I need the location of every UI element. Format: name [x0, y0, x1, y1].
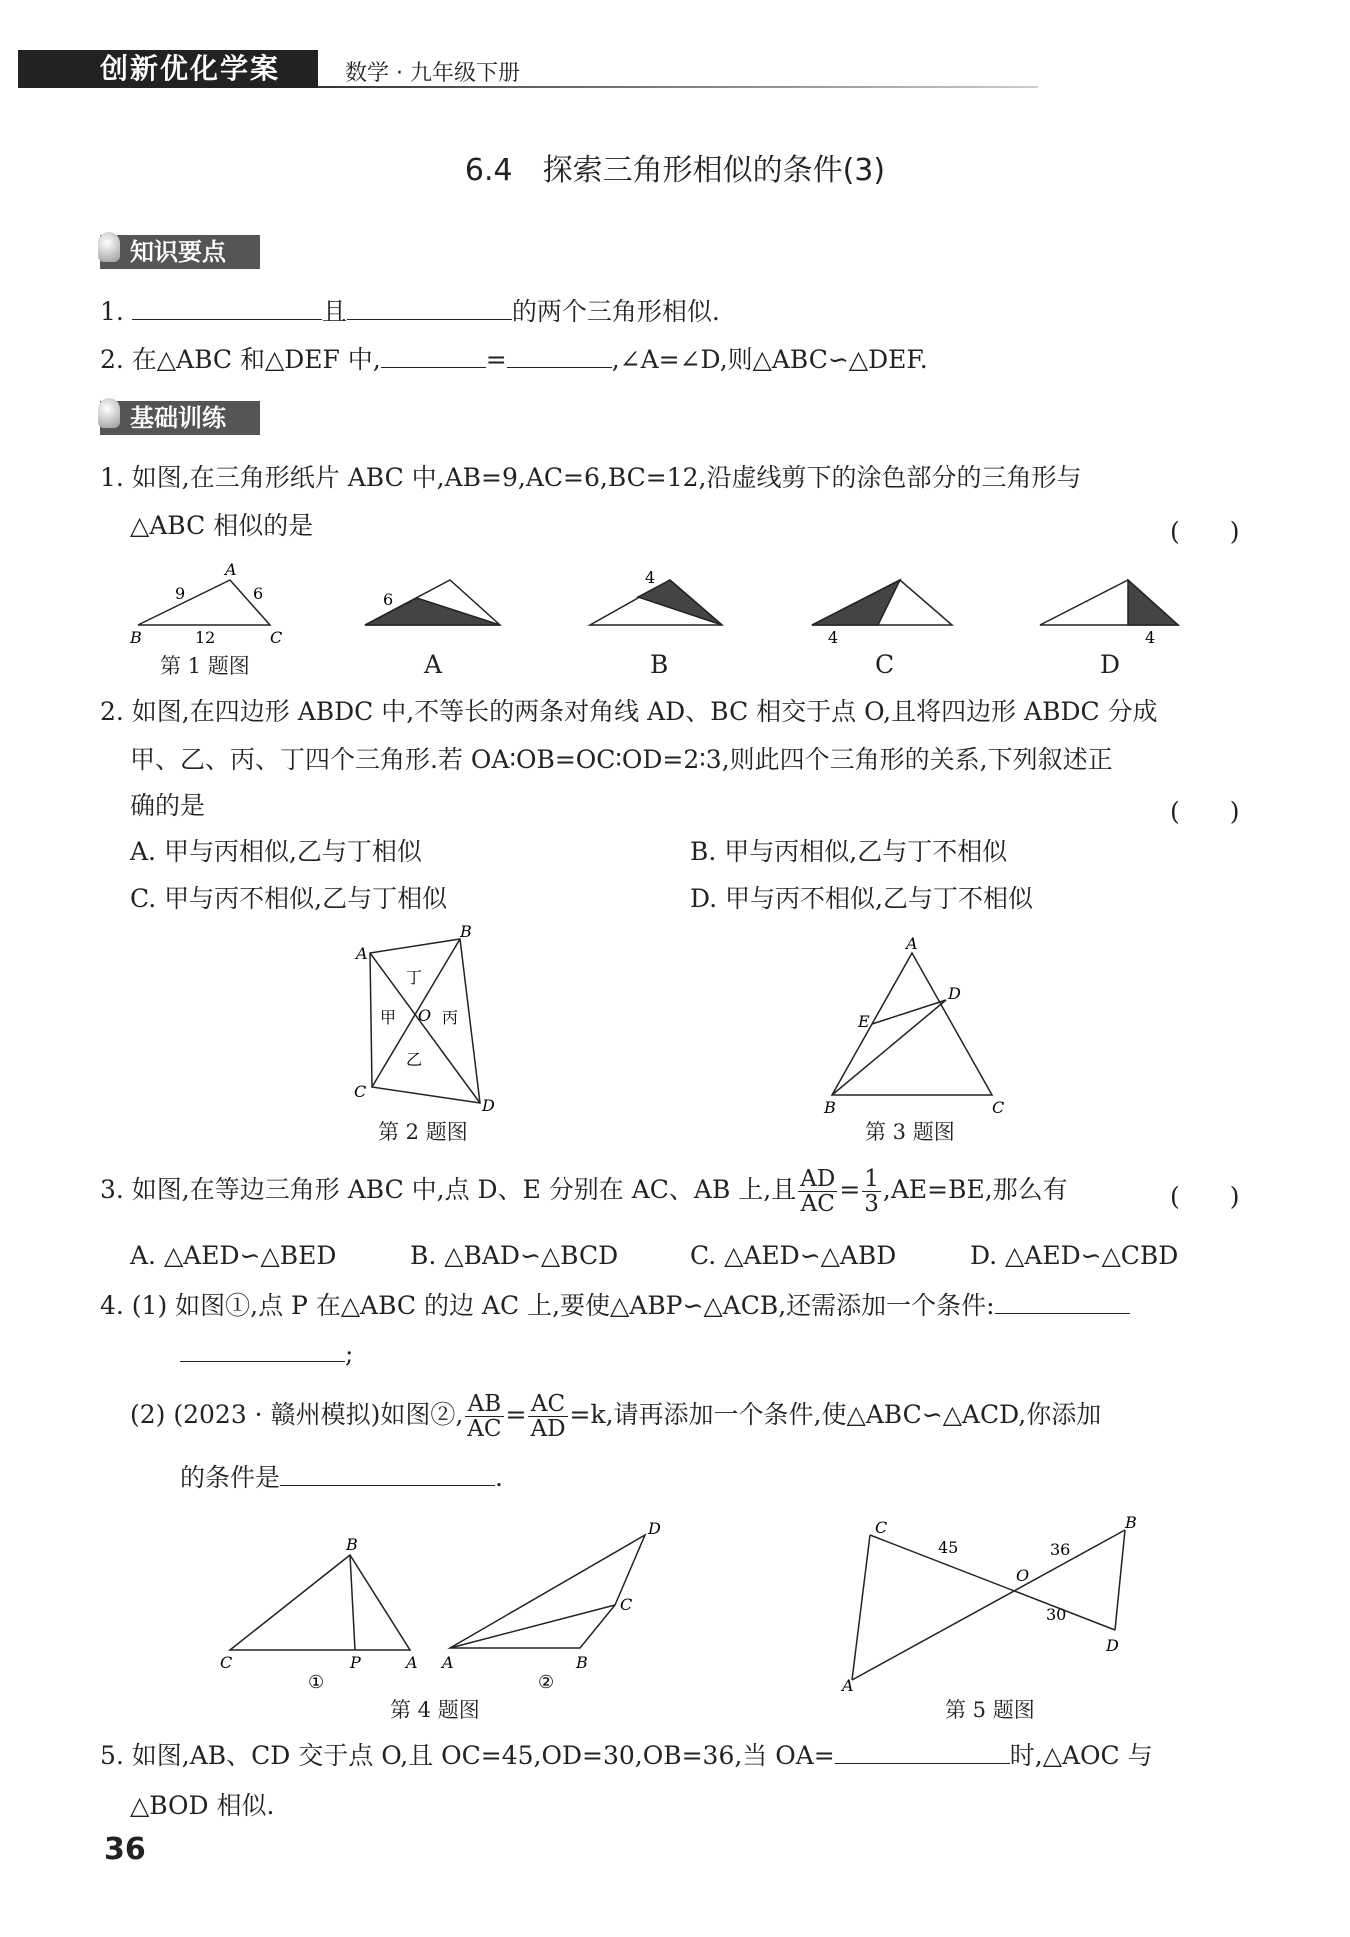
q1-option-c-label[interactable]: C: [875, 650, 895, 679]
segment-od: 30: [1046, 1605, 1067, 1624]
q4-part1-cont: [180, 1338, 353, 1370]
q1-option-a-label[interactable]: A: [424, 650, 443, 679]
region-ding: 丁: [406, 968, 423, 987]
q1-option-c-figure: [812, 580, 952, 625]
q4-figure-caption: 第 4 题图: [390, 1698, 480, 1722]
text: 且: [321, 297, 347, 326]
label-O: O: [418, 1006, 432, 1025]
section-tag-knowledge: [100, 235, 260, 269]
q4-part2-cont: [180, 1462, 503, 1494]
label-C: C: [875, 1518, 888, 1537]
label-A: A: [406, 1653, 418, 1672]
answer-blank[interactable]: [381, 345, 486, 368]
label-A: A: [906, 935, 918, 953]
book-subject: 数学 · 九年级下册: [345, 61, 520, 86]
q5-figure: [840, 1515, 1140, 1695]
lightbulb-icon: [98, 398, 120, 428]
q2-line1: 2. 如图,在四边形 ABDC 中,不等长的两条对角线 AD、BC 相交于点 O,且将四边形 ABDC 分成: [100, 697, 1158, 726]
label-B: B: [576, 1653, 588, 1672]
q2-line3: 确的是: [130, 791, 206, 820]
q2-option-a[interactable]: A. 甲与丙相似,乙与丁相似: [130, 837, 422, 866]
q4-figure-2: [450, 1535, 645, 1648]
text: 5. 如图,AB、CD 交于点 O,且 OC=45,OD=30,OB=36,当 OA=: [100, 1741, 835, 1770]
q2-figure: [350, 925, 510, 1115]
label-C: C: [354, 1082, 367, 1101]
q1-line2: △ABC 相似的是: [130, 511, 314, 540]
fraction-ab-ac: $\frac{AB}{AC}$: [467, 1391, 502, 1442]
fraction-ac-ad: $\frac{AC}{AD}$: [530, 1391, 566, 1442]
page-number: 36: [104, 1832, 146, 1867]
text: 的条件是: [180, 1463, 281, 1492]
q2-option-b[interactable]: B. 甲与丙相似,乙与丁不相似: [690, 837, 1008, 866]
q1-original-triangle: [138, 580, 270, 625]
text: 2. 在△ABC 和△DEF 中,: [100, 345, 381, 374]
q3-option-c[interactable]: C. △AED∽△ABD: [690, 1241, 897, 1270]
section-label: 基础训练: [130, 404, 226, 432]
label-D: D: [948, 984, 961, 1003]
label-A: A: [842, 1676, 854, 1695]
side-bc: 12: [195, 628, 216, 645]
q3-figure: [820, 935, 1010, 1115]
q2-figure-caption: 第 2 题图: [378, 1120, 468, 1144]
label-O: O: [1016, 1566, 1030, 1585]
answer-blank[interactable]: [507, 345, 612, 368]
label-C: C: [620, 1595, 633, 1614]
text: 的两个三角形相似.: [511, 297, 720, 326]
label-C: C: [992, 1098, 1005, 1115]
answer-paren[interactable]: ( ): [1170, 797, 1240, 826]
q3-option-a[interactable]: A. △AED∽△BED: [130, 1241, 337, 1270]
answer-blank[interactable]: [347, 297, 512, 320]
brand-logo: 创新优化学案: [100, 52, 281, 85]
text: ,∠A=∠D,则△ABC∽△DEF.: [611, 345, 928, 374]
fraction-one-third: $\frac{1}{3}$: [864, 1166, 879, 1217]
q3-option-d[interactable]: D. △AED∽△CBD: [970, 1241, 1179, 1270]
text: 4. (1) 如图①,点 P 在△ABC 的边 AC 上,要使△ABP∽△ACB,还需添加一个条件:: [100, 1291, 995, 1320]
segment-ob: 36: [1050, 1540, 1071, 1559]
label-D: D: [1106, 1636, 1119, 1655]
region-yi: 乙: [406, 1050, 423, 1069]
label-B: B: [130, 628, 142, 645]
figure-label-2: ②: [538, 1672, 555, 1690]
label-B: B: [346, 1535, 358, 1554]
cut-label: 4: [645, 568, 656, 587]
region-jia: 甲: [380, 1008, 397, 1027]
text: 3. 如图,在等边三角形 ABC 中,点 D、E 分别在 AC、AB 上,且: [100, 1175, 797, 1204]
lesson-title: 6.4 探索三角形相似的条件(3): [464, 153, 886, 188]
section-tag-basic: [100, 401, 260, 435]
text: =: [485, 345, 507, 374]
answer-blank[interactable]: [280, 1463, 495, 1486]
answer-blank[interactable]: [995, 1291, 1130, 1314]
q1-figures: [120, 555, 1200, 645]
q4-figure-1: [230, 1555, 410, 1650]
text: =: [505, 1400, 527, 1429]
text: =k,请再添加一个条件,使△ABC∽△ACD,你添加: [569, 1400, 1102, 1429]
q1-figure-caption: 第 1 题图: [160, 654, 250, 678]
answer-blank[interactable]: [835, 1741, 1010, 1764]
figure-label-1: ①: [308, 1672, 325, 1690]
q1-line1: 1. 如图,在三角形纸片 ABC 中,AB=9,AC=6,BC=12,沿虚线剪下的涂色部分的三角形与: [100, 463, 1082, 492]
cut-label: 4: [828, 628, 839, 645]
label-C: C: [220, 1653, 233, 1672]
label-D: D: [482, 1096, 495, 1115]
label-D: D: [648, 1519, 661, 1538]
text: =: [839, 1175, 861, 1204]
text: 时,△AOC 与: [1009, 1741, 1153, 1770]
knowledge-item-2: [100, 344, 928, 376]
q1-option-b-label[interactable]: B: [650, 650, 669, 679]
cut-label: 6: [383, 590, 394, 609]
text: ,AE=BE,那么有: [882, 1175, 1068, 1204]
text: (2) (2023 · 赣州模拟)如图②,: [130, 1400, 464, 1429]
q5-line1: [100, 1740, 1153, 1772]
segment-oc: 45: [938, 1538, 959, 1557]
fraction-ad-ac: $\frac{AD}{AC}$: [800, 1166, 836, 1217]
label-B: B: [460, 925, 472, 941]
answer-blank[interactable]: [180, 1339, 345, 1362]
text: ;: [345, 1339, 354, 1368]
cut-label: 4: [1145, 628, 1156, 645]
header-rule: [318, 86, 1038, 88]
answer-paren[interactable]: ( ): [1170, 517, 1240, 546]
label-A: A: [356, 944, 368, 963]
label-B: B: [824, 1098, 836, 1115]
q3-figure-caption: 第 3 题图: [865, 1120, 955, 1144]
section-label: 知识要点: [130, 238, 226, 266]
side-ac: 6: [253, 584, 264, 603]
label-A: A: [442, 1653, 454, 1672]
q2-option-c[interactable]: C. 甲与丙不相似,乙与丁相似: [130, 884, 448, 913]
q3-stem: [100, 1160, 1068, 1220]
q1-option-b-figure: [590, 580, 722, 625]
q5-line2: △BOD 相似.: [130, 1791, 275, 1820]
label-C: C: [270, 628, 283, 645]
q4-figures: [210, 1510, 680, 1690]
q5-figure-caption: 第 5 题图: [945, 1698, 1035, 1722]
q3-option-b[interactable]: B. △BAD∽△BCD: [410, 1241, 619, 1270]
q2-option-d[interactable]: D. 甲与丙不相似,乙与丁不相似: [690, 884, 1033, 913]
q2-line2: 甲、乙、丙、丁四个三角形.若 OA∶OB=OC∶OD=2∶3,则此四个三角形的关系,下列叙述正: [130, 745, 1113, 774]
region-bing: 丙: [442, 1008, 459, 1027]
item-number: 1.: [100, 297, 124, 326]
text: .: [495, 1463, 503, 1492]
q4-part1: [100, 1290, 1130, 1322]
label-E: E: [858, 1012, 870, 1031]
lightbulb-icon: [98, 232, 120, 262]
side-ab: 9: [175, 584, 186, 603]
q1-option-d-figure: [1040, 580, 1178, 625]
answer-paren[interactable]: ( ): [1170, 1182, 1240, 1211]
q1-option-d-label[interactable]: D: [1100, 650, 1121, 679]
q4-part2: [130, 1385, 1101, 1445]
knowledge-item-1: [100, 296, 720, 328]
label-A: A: [225, 560, 237, 579]
label-P: P: [350, 1653, 361, 1672]
answer-blank[interactable]: [132, 297, 322, 320]
label-B: B: [1125, 1515, 1137, 1532]
